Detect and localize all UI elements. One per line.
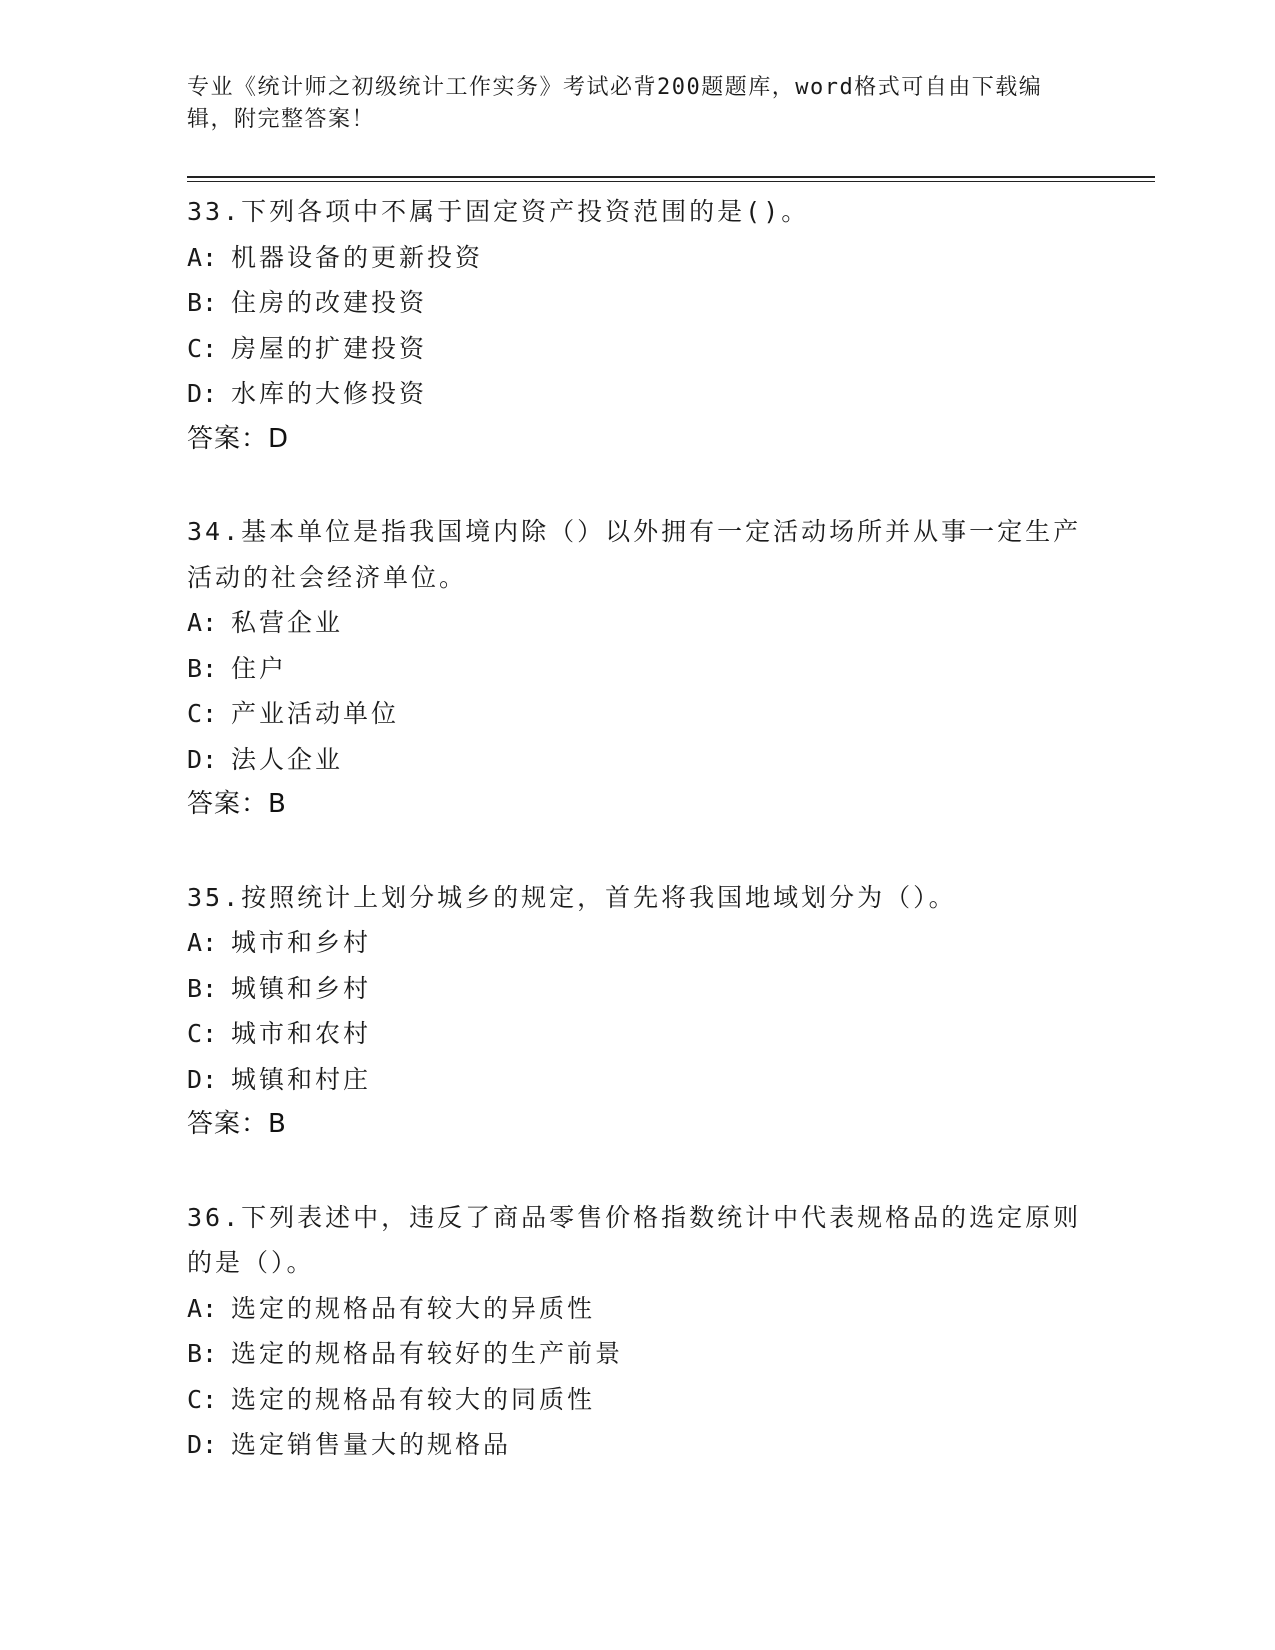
question-item [187,509,1087,828]
option-text: 城市和乡村 [231,928,372,957]
option-text: 选定的规格品有较好的生产前景 [231,1339,624,1368]
option-text: 法人企业 [231,744,344,774]
option-d [187,1422,1087,1468]
option-a [187,600,1087,646]
question-list [187,189,1087,1515]
answer-line: 答案：B [187,789,287,819]
option-letter: B: [187,288,218,317]
option-text: 产业活动单位 [231,699,400,728]
option-text: 房屋的扩建投资 [231,333,428,363]
option-letter: C: [187,333,218,363]
option-b [187,966,1087,1012]
question-item [187,875,1087,1148]
option-text: 选定销售量大的规格品 [231,1430,512,1459]
option-letter: B: [187,653,218,683]
option-letter: D: [187,1064,218,1094]
option-letter: D: [187,744,218,774]
question-stem: 33.下列各项中不属于固定资产投资范围的是()。 [187,197,810,226]
answer-line: 答案：D [187,423,290,454]
option-a [187,235,1087,281]
option-b [187,646,1087,692]
option-c [187,326,1087,372]
option-text: 城镇和乡村 [231,973,372,1003]
option-letter: A: [187,928,218,957]
header-divider-thin [187,181,1155,182]
option-text: 住户 [231,653,288,683]
option-text: 选定的规格品有较大的异质性 [231,1293,596,1323]
option-c [187,1011,1087,1057]
option-a [187,920,1087,966]
option-text: 城市和农村 [231,1019,372,1048]
option-letter: A: [187,242,218,272]
option-text: 城镇和村庄 [231,1064,372,1094]
option-letter: B: [187,1339,218,1368]
question-stem: 36.下列表述中，违反了商品零售价格指数统计中代表规格品的选定原则的是（）。 [187,1202,1082,1277]
option-letter: A: [187,1293,218,1323]
option-letter: D: [187,379,218,408]
option-text: 住房的改建投资 [231,288,428,317]
option-text: 选定的规格品有较大的同质性 [231,1384,596,1414]
question-stem: 35.按照统计上划分城乡的规定，首先将我国地域划分为（）。 [187,882,957,912]
option-a [187,1286,1087,1332]
option-text: 机器设备的更新投资 [231,242,484,272]
option-letter: D: [187,1430,218,1459]
option-letter: C: [187,1019,218,1048]
document-header: 专业《统计师之初级统计工作实务》考试必背200题题库，word格式可自由下载编辑，附完整答案！ [187,75,1043,132]
option-text: 私营企业 [231,608,344,637]
option-letter: C: [187,1384,218,1414]
option-b [187,1331,1087,1377]
option-c [187,691,1087,737]
option-c [187,1377,1087,1423]
option-b [187,280,1087,326]
question-item [187,189,1087,462]
question-stem: 34.基本单位是指我国境内除（）以外拥有一定活动场所并从事一定生产活动的社会经济单位。 [187,517,1082,592]
header-divider-thick [187,176,1155,178]
option-text: 水库的大修投资 [231,379,428,408]
option-d [187,371,1087,417]
option-d [187,1057,1087,1103]
answer-line: 答案：B [187,1109,287,1139]
question-item [187,1195,1087,1468]
option-letter: B: [187,973,218,1003]
option-d [187,737,1087,783]
option-letter: C: [187,699,218,728]
option-letter: A: [187,608,218,637]
